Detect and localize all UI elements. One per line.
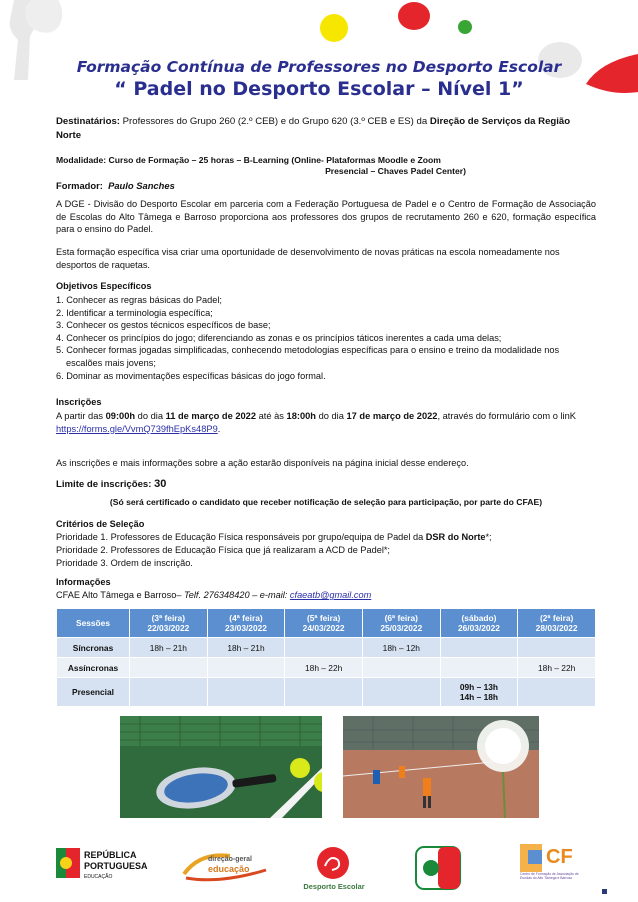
table-row: [57, 658, 596, 678]
table-cell: [440, 658, 518, 678]
objetivos-list: [56, 294, 596, 382]
day-name: (5ª feira): [306, 613, 341, 623]
schedule-header-label: Sessões: [57, 609, 130, 638]
paragraph-dge: A DGE - Divisão do Desporto Escolar em parceria com a Federação Portuguesa de Padel e o Centro de Formação de Associação de Escolas do Alto Tâmega e Barroso proporciona aos professores dos grupos de recrutamento 260 e 620, formação específica para o ensino do Padel.: [56, 199, 596, 235]
table-cell: 18h – 21h: [207, 638, 285, 658]
schedule-day-2: [207, 609, 285, 638]
inscricoes-t2: do dia: [135, 411, 166, 421]
day-date: 26/03/2022: [457, 623, 500, 633]
inscricoes-end-date: 17 de março de 2022: [346, 411, 438, 421]
inscricoes-text: [56, 410, 596, 435]
table-row: [57, 638, 596, 658]
paragraph-formacao: Esta formação específica visa criar uma oportunidade de desenvolvimento de novas práticas na escola nomeadamente nos desportos de raquetas.: [56, 247, 560, 270]
desporto-escolar-icon: [316, 846, 350, 880]
table-cell: [207, 678, 285, 707]
schedule-day-1: [130, 609, 208, 638]
day-name: (4ª feira): [229, 613, 263, 623]
table-cell: [440, 638, 518, 658]
table-cell: [518, 638, 596, 658]
day-date: 24/03/2022: [302, 623, 345, 633]
table-cell-multiline: [440, 678, 518, 707]
inscricoes-info: As inscrições e mais informações sobre a ação estarão disponíveis na página inicial desse endereço.: [56, 458, 469, 468]
limite-label: Limite de inscrições:: [56, 479, 152, 490]
red-ball-shape: [398, 2, 430, 30]
day-name: (sábado): [461, 613, 497, 623]
republica-line2: PORTUGUESA: [84, 861, 148, 871]
cell-line: 09h – 13h: [459, 682, 499, 692]
cfae-caption: Centro de Formação de Associação de Escolas do Alto Tâmega e Barroso: [520, 872, 579, 880]
table-cell: [207, 658, 285, 678]
inscricoes-start-date: 11 de março de 2022: [165, 411, 257, 421]
cfae-logo: [518, 842, 584, 888]
desporto-escolar-text: Desporto Escolar: [303, 882, 365, 891]
table-cell: [518, 678, 596, 707]
yellow-ball-shape: [320, 14, 348, 42]
email-link[interactable]: cfaeatb@gmail.com: [289, 590, 372, 600]
desporto-escolar-logo: [296, 846, 372, 892]
inscricoes-heading: Inscrições: [56, 397, 102, 407]
objetivo-item: 5. Conhecer formas jogadas simplificadas, conhecendo metodologias específicas para o ensino e treino da modalidade nos escalões mais jovens;: [56, 345, 560, 368]
schedule-day-4: [362, 609, 440, 638]
republica-portuguesa-logo: [56, 848, 166, 888]
informacoes-phone: Telf. 276348420 – e-mail:: [184, 590, 290, 600]
page-marker: [602, 889, 607, 894]
padel-racket-photo: [120, 716, 322, 818]
objetivo-item: 1. Conhecer as regras básicas do Padel;: [56, 295, 222, 305]
formador-label: Formador:: [56, 180, 103, 191]
schedule-day-5: [440, 609, 518, 638]
row-label: Síncronas: [57, 638, 130, 658]
padel-court-photo: [343, 716, 539, 818]
informacoes-org: CFAE Alto Tâmega e Barroso–: [56, 590, 185, 600]
dge-logo: [180, 848, 270, 884]
inscricoes-t1: A partir das: [56, 411, 106, 421]
table-row: [57, 678, 596, 707]
objetivo-item: 3. Conhecer os gestos técnicos específicos de base;: [56, 320, 271, 331]
criterio-1-text: Prioridade 1. Professores de Educação Física responsáveis por grupo/equipa de Padel da: [56, 532, 426, 542]
formador: [56, 180, 596, 193]
objetivo-item: 4. Conhecer os princípios do jogo; diferenciando as zonas e os princípios táticos inerentes a cada uma delas;: [56, 332, 502, 343]
green-ball-shape: [458, 20, 472, 34]
table-cell: 18h – 12h: [362, 638, 440, 658]
table-cell: [130, 658, 208, 678]
criterios-heading: Critérios de Seleção: [56, 519, 145, 529]
day-date: 22/03/2022: [147, 623, 190, 633]
dge-line1: direção-geral: [208, 856, 252, 863]
inscricoes-start-time: 09:00h: [105, 411, 136, 421]
table-cell: 18h – 22h: [518, 658, 596, 678]
destinatarios-text: Professores do Grupo 260 (2.º CEB) e do Grupo 620 (3.º CEB e ES) da: [119, 116, 430, 127]
objetivos-heading: Objetivos Específicos: [56, 281, 152, 291]
schedule-table: [56, 608, 596, 707]
row-label: Assíncronas: [57, 658, 130, 678]
inscricoes-t4: do dia: [316, 411, 347, 421]
padel-federation-logo: [415, 846, 461, 890]
criterio-1-tail: *;: [485, 532, 492, 542]
objetivo-item: 2. Identificar a terminologia específica;: [56, 307, 213, 318]
objetivo-item: 6. Dominar as movimentações específicas básicas do jogo formal.: [56, 370, 326, 381]
day-name: (6ª feira): [384, 613, 418, 623]
dge-line2: educação: [208, 864, 250, 874]
table-cell: 18h – 21h: [130, 638, 208, 658]
criterios-p1: [56, 531, 596, 544]
informacoes-heading: Informações: [56, 577, 111, 587]
schedule-day-6: [518, 609, 596, 638]
informacoes-line: [56, 589, 596, 602]
course-title: “ Padel no Desporto Escolar – Nível 1”: [114, 78, 524, 100]
limite-value: 30: [154, 478, 167, 490]
table-cell: [285, 638, 363, 658]
course-subtitle: Formação Contínua de Professores no Desporto Escolar: [76, 58, 562, 76]
table-cell: [362, 658, 440, 678]
day-date: 28/03/2022: [535, 623, 578, 633]
table-cell: 18h – 22h: [285, 658, 363, 678]
day-date: 25/03/2022: [380, 623, 423, 633]
day-date: 23/03/2022: [225, 623, 267, 633]
inscricoes-end-time: 18:00h: [286, 411, 316, 421]
criterios-p3: Prioridade 3. Ordem de inscrição.: [56, 558, 193, 568]
destinatarios: [56, 115, 596, 142]
table-cell: [285, 678, 363, 707]
schedule-day-3: [285, 609, 363, 638]
day-name: (2ª feira): [539, 613, 574, 623]
table-cell: [362, 678, 440, 707]
portugal-emblem-icon: [56, 848, 80, 878]
cell-line: 14h – 18h: [459, 692, 499, 702]
modalidade-line1: Modalidade: Curso de Formação – 25 horas – B-Learning (Online- Plataformas Moodle e Zoom: [56, 155, 441, 165]
cfae-letters: CF: [546, 846, 573, 868]
row-label: Presencial: [57, 678, 130, 707]
criterios-p2: Prioridade 2. Professores de Educação Física que já realizaram a ACD de Padel*;: [56, 545, 390, 555]
limite: [56, 478, 596, 492]
inscricoes-t3: até às: [256, 411, 287, 421]
modalidade-line2: Presencial – Chaves Padel Center): [325, 166, 466, 176]
republica-line1: REPÚBLICA: [84, 850, 137, 860]
day-name: (3ª feira): [151, 613, 185, 623]
republica-line3: EDUCAÇÃO: [84, 874, 113, 880]
formador-name: Paulo Sanches: [108, 180, 175, 191]
inscricoes-t5: , através do formulário com o linK: [437, 411, 576, 421]
limite-note: (Só será certificado o candidato que receber notificação de seleção para participação, por parte do CFAE): [109, 497, 543, 507]
form-link[interactable]: https://forms.gle/VvmQ739fhEpKs48P9: [56, 423, 218, 434]
criterio-1-region: DSR do Norte: [425, 532, 486, 542]
inscricoes-t6: .: [217, 423, 221, 434]
table-cell: [130, 678, 208, 707]
destinatarios-region: Direção de Serviços da Região Norte: [56, 116, 571, 141]
destinatarios-label: Destinatários:: [56, 116, 120, 127]
